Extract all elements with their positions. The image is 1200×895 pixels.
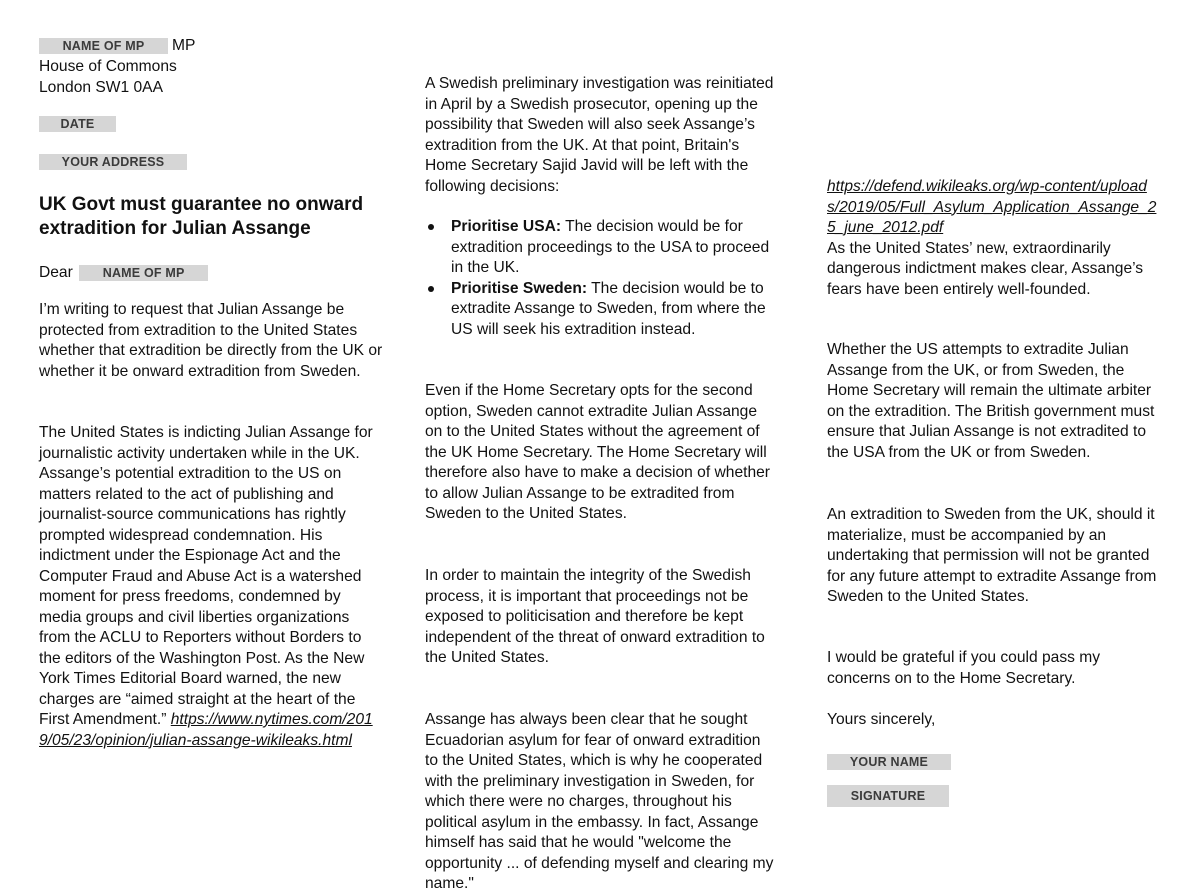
letter-heading: UK Govt must guarantee no onward extradition for Julian Assange [39, 194, 364, 239]
closing: Yours sincerely, [827, 711, 936, 728]
paragraph-undertaking: An extradition to Sweden from the UK, should it materialize, must be accompanied by an undertaking that permission will not be granted for any future attempt to extradite Assange from Sweden to the United States. [827, 506, 1157, 605]
signature-placeholder[interactable]: SIGNATURE [827, 785, 949, 807]
bullet-title: Prioritise Sweden: [451, 279, 588, 297]
paragraph-swedish-investigation: A Swedish preliminary investigation was reinitiated in April by a Swedish prosecutor, opening up the possibility that Sweden will also seek Assange’s extradition from the UK. At that point, Britain's Home Secretary Sajid Javid will be left with the following decisions: [425, 75, 774, 195]
paragraph-fears [827, 177, 1157, 300]
address-line-2: London SW1 0AA [39, 79, 163, 96]
salutation-mp-placeholder[interactable]: NAME OF MP [79, 265, 208, 281]
mp-suffix: MP [172, 37, 196, 54]
paragraph-indictment-text: The United States is indicting Julian Assange for journalistic activity undertaken while in the UK. Assange’s potential extradition to the US on matters related to the act of publishing and journalist-source communications has rightly prompted widespread condemnation. His indictment under the Espionage Act and the Computer Fraud and Abuse Act is a watershed moment for press freedoms, condemned by media groups and civil liberties organizations from the ACLU to Reporters without Borders to the editors of the Washington Post. As the New York Times Editorial Board warned, the new charges are “aimed straight at the heart of the First Amendment.” [39, 424, 373, 728]
your-name-placeholder[interactable]: YOUR NAME [827, 754, 951, 770]
wikileaks-asylum-link[interactable]: https://defend.wikileaks.org/wp-content/uploads/2019/05/Full_Asylum_Application_Assange_25_june_2012.pdf [827, 178, 1157, 236]
your-address-placeholder[interactable]: YOUR ADDRESS [39, 154, 187, 170]
salutation: Dear [39, 264, 73, 281]
mp-name-placeholder[interactable]: NAME OF MP [39, 38, 168, 54]
date-placeholder[interactable]: DATE [39, 116, 116, 132]
paragraph-arbiter: Whether the US attempts to extradite Julian Assange from the UK, or from Sweden, the Home Secretary will remain the ultimate arbiter on the extradition. The British government must ensure that Julian Assange is not extradited to the USA from the UK or from Sweden. [827, 341, 1155, 461]
address-line-1: House of Commons [39, 58, 177, 75]
list-item [425, 279, 775, 341]
paragraph-home-secretary: Even if the Home Secretary opts for the second option, Sweden cannot extradite Julian Assange on to the United States without the agreement of the UK Home Secretary. The Home Secretary will therefore also have to make a decision of whether to allow Julian Assange to be extradited from Sweden to the United States. [425, 382, 770, 522]
salutation-line [39, 263, 208, 284]
paragraph-asylum: Assange has always been clear that he sought Ecuadorian asylum for fear of onward extradition to the United States, which is why he cooperated with the preliminary investigation in Sweden, for which there were no charges, throughout his political asylum in the embassy. In fact, Assange himself has said that he would "welcome the opportunity ... of defending myself and clearing my name." [425, 711, 774, 892]
bullet-text: The decision would be to extradite Assange to Sweden, from where the US will seek his extradition instead. [451, 279, 766, 338]
mp-name-line [39, 36, 195, 57]
paragraph-fears-text: As the United States’ new, extraordinarily dangerous indictment makes clear, Assange’s fears have been entirely well-founded. [827, 239, 1144, 298]
bullet-text: The decision would be for extradition proceedings to the USA to proceed in the UK. [451, 218, 770, 276]
paragraph-request-pass-on: I would be grateful if you could pass my concerns on to the Home Secretary. [827, 649, 1101, 687]
paragraph-integrity: In order to maintain the integrity of the Swedish process, it is important that proceedings not be exposed to politicisation and therefore be kept independent of the threat of onward extradition to the United States. [425, 567, 765, 666]
list-item [425, 217, 775, 279]
paragraph-request: I’m writing to request that Julian Assange be protected from extradition to the United States whether that extradition be directly from the UK or whether it be onward extradition from Sweden. [39, 301, 383, 380]
bullet-title: Prioritise USA: [451, 218, 562, 235]
paragraph-indictment [39, 423, 384, 751]
decision-list [425, 217, 775, 340]
nytimes-link[interactable]: https://www.nytimes.com/2019/05/23/opinion/julian-assange-wikileaks.html [39, 711, 373, 749]
